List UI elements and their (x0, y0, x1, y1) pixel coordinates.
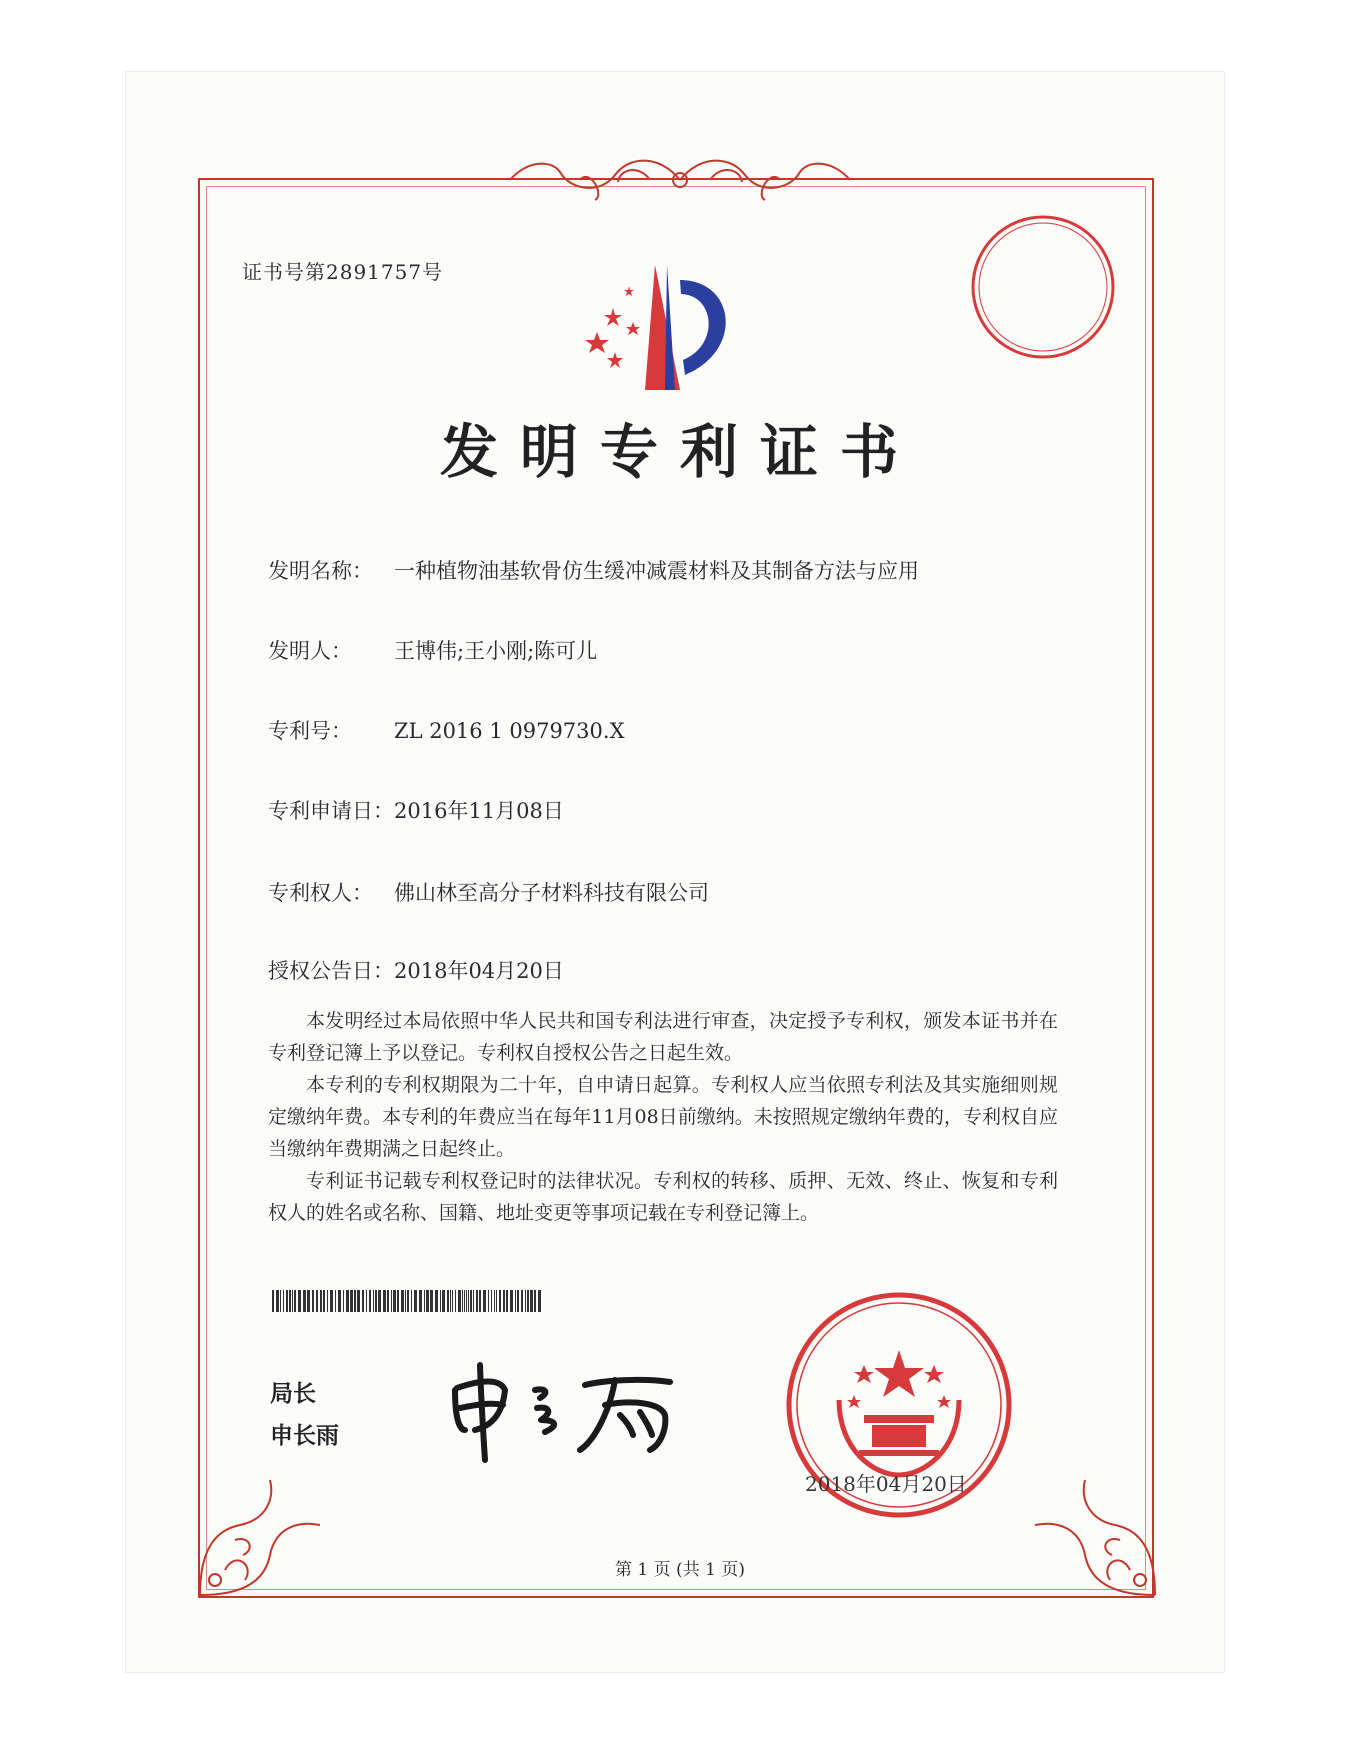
field-patentee (268, 877, 709, 907)
page-title: 发明专利证书 (439, 418, 920, 486)
field-patent-number (268, 715, 625, 745)
body-paragraph: 本发明经过本局依照中华人民共和国专利法进行审查，决定授予专利权，颁发本证书并在专利登记簿上予以登记。专利权自授权公告之日起生效。 (268, 1010, 1058, 1064)
field-value: 王博伟;王小刚;陈可儿 (394, 639, 598, 663)
director-block (270, 1373, 339, 1457)
field-application-date (268, 795, 564, 825)
field-value: 2018年04月20日 (394, 959, 564, 983)
director-title: 局长 (270, 1381, 316, 1407)
certificate-body (268, 1005, 1058, 1229)
field-grant-date (268, 955, 564, 985)
field-value: 一种植物油基软骨仿生缓冲减震材料及其制备方法与应用 (394, 559, 919, 583)
certificate-number: 证书号第2891757号 (242, 260, 444, 284)
patent-office-emblem-icon (585, 260, 750, 395)
seal-date: 2018年04月20日 (805, 1472, 967, 1496)
page-number: 第 1 页 (共 1 页) (615, 1560, 745, 1580)
field-label: 专利权人： (268, 881, 373, 905)
corner-ornament-icon (1030, 1470, 1160, 1600)
tax-stamp (968, 212, 1118, 362)
field-invention-name (268, 555, 919, 585)
body-paragraph: 本专利的专利权期限为二十年，自申请日起算。专利权人应当依照专利法及其实施细则规定缴纳年费。本专利的年费应当在每年11月08日前缴纳。未按照规定缴纳年费的，专利权自应当缴纳年费期满之日起终止。 (268, 1074, 1058, 1160)
barcode-icon (272, 1290, 544, 1312)
field-value: 2016年11月08日 (394, 799, 564, 823)
field-label: 专利申请日： (268, 799, 394, 823)
tax-stamp-icon (968, 212, 1118, 362)
field-value: 佛山林至高分子材料科技有限公司 (394, 881, 709, 905)
corner-ornament-icon (195, 1470, 325, 1600)
director-name: 申长雨 (270, 1423, 339, 1449)
field-label: 发明名称： (268, 559, 373, 583)
field-label: 专利号： (268, 719, 352, 743)
body-paragraph: 专利证书记载专利权登记时的法律状况。专利权的转移、质押、无效、终止、恢复和专利权人的姓名或名称、国籍、地址变更等事项记载在专利登记簿上。 (268, 1170, 1058, 1224)
top-ornament-icon (500, 150, 860, 210)
field-inventors (268, 635, 597, 665)
field-value: ZL 2016 1 0979730.X (394, 719, 625, 743)
director-signature-icon (445, 1350, 685, 1465)
field-label: 发明人： (268, 639, 352, 663)
field-label: 授权公告日： (268, 959, 394, 983)
